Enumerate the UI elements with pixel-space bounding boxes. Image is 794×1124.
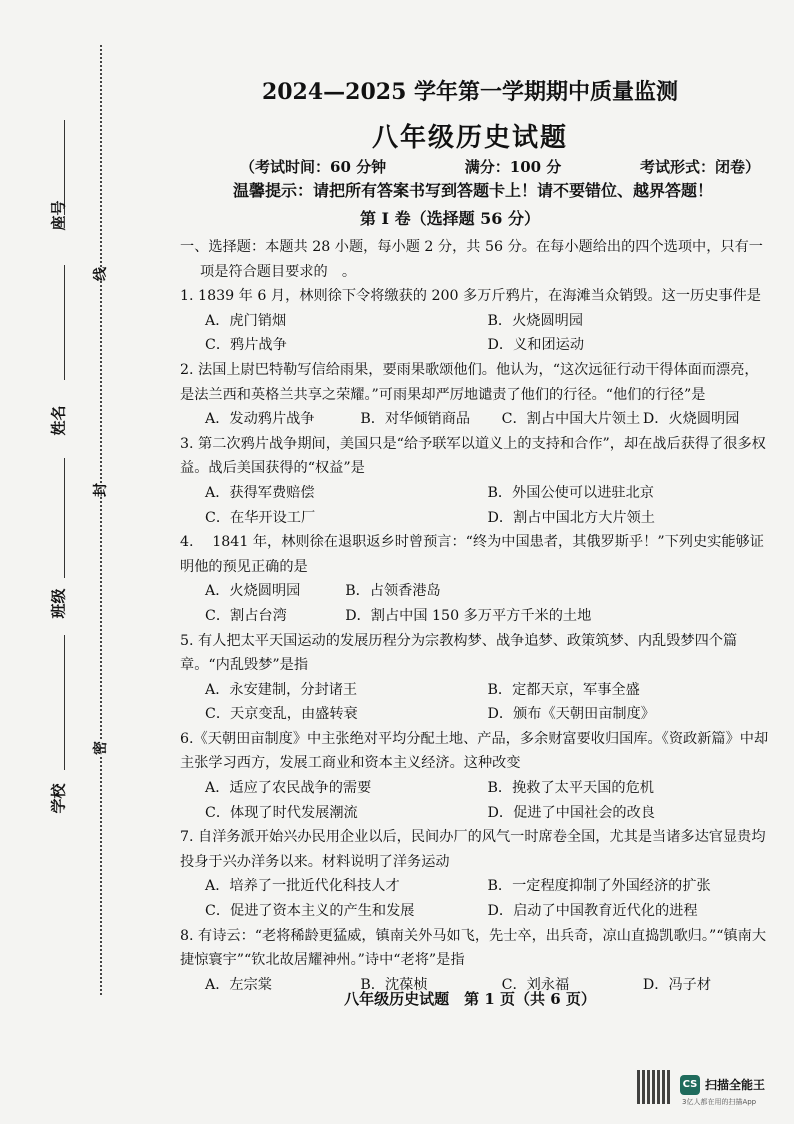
- question-7-options: [180, 874, 770, 923]
- school-label: 学校: [49, 783, 68, 814]
- option-d: D．割占中国 150 多万平方千米的土地: [345, 607, 592, 624]
- option-b: B．火烧圆明园: [487, 312, 584, 329]
- option-b: B．一定程度抑制了外国经济的扩张: [487, 878, 711, 895]
- binding-dotted-line: [100, 45, 102, 995]
- option-d: D．冯子材: [642, 976, 712, 993]
- question-8-stem: 8. 有诗云：“老将稀龄更猛威，镇南关外马如飞，先士卒，出兵奇，凉山直捣凯歌归。”“镇南大捷惊寰宇”“钦北故居耀神州。”诗中“老将”是指: [180, 927, 767, 969]
- option-d: D．割占中国北方大片领土: [487, 509, 655, 526]
- question-5-stem: 5. 有人把太平天国运动的发展历程分为宗教构梦、战争追梦、政策筑梦、内乱毁梦四个篇章。“内乱毁梦”是指: [180, 632, 738, 674]
- option-c: C．体现了时代发展潮流: [205, 804, 358, 821]
- school-underline: [64, 635, 65, 770]
- option-c: C．割占中国大片领土: [501, 411, 641, 428]
- exam-info: [240, 156, 760, 177]
- option-b: B．沈葆桢: [360, 976, 428, 993]
- option-a: A．发动鸦片战争: [205, 411, 315, 428]
- exam-header-title: 2024—2025 学年第一学期期中质量监测: [261, 79, 679, 105]
- exam-form: 考试形式：闭卷）: [639, 158, 760, 176]
- option-a: A．适应了农民战争的需要: [205, 780, 372, 797]
- option-d: D．颁布《天朝田亩制度》: [487, 706, 655, 723]
- class-underline: [64, 458, 65, 578]
- question-7-stem: 7. 自洋务派开始兴办民用企业以后，民间办厂的风气一时席卷全国，尤其是当诸多达官显贵均投身于兴办洋务以来。材料说明了洋务运动: [180, 829, 766, 870]
- qr-code-icon: [637, 1070, 671, 1104]
- option-c: C．鸦片战争: [205, 337, 287, 354]
- seat-label: 座号: [49, 200, 68, 231]
- option-a: A．虎门销烟: [205, 312, 287, 329]
- scanner-app-tagline: 3亿人都在用的扫描App: [682, 1098, 757, 1106]
- option-c: C．在华开设工厂: [205, 509, 316, 526]
- option-c: C．刘永福: [501, 976, 570, 993]
- camscanner-logo-icon: CS: [680, 1075, 700, 1095]
- option-c: C．割占台湾: [205, 607, 287, 624]
- option-b: B．对华倾销商品: [360, 411, 471, 428]
- margin-char-line: 线: [90, 267, 110, 281]
- subject-title: 八年级历史试题: [371, 123, 568, 153]
- option-a: A．火烧圆明园: [205, 583, 301, 600]
- warm-tip: 温馨提示：请把所有答案书写到答题卡上！请不要错位、越界答题！: [232, 181, 713, 200]
- margin-char-secret: 密: [90, 741, 110, 755]
- option-d: D．促进了中国社会的改良: [487, 804, 655, 821]
- section-title: 第 I 卷（选择题 56 分）: [359, 209, 541, 228]
- instruction-text: 一、选择题：本题共 28 小题，每小题 2 分，共 56 分。在每小题给出的四个选项中，只有一项是符合题目要求的 。: [180, 239, 763, 280]
- question-list: [180, 235, 770, 997]
- question-1-options: [180, 309, 770, 358]
- option-a: A．左宗棠: [205, 976, 272, 993]
- option-d: D．火烧圆明园: [642, 411, 740, 428]
- question-1-stem: 1. 1839 年 6 月，林则徐下令将缴获的 200 多万斤鸦片，在海滩当众销毁。这一历史事件是: [180, 288, 761, 305]
- question-3-stem: 3. 第二次鸦片战争期间，美国只是“给予联军以道义上的支持和合作”，却在战后获得了很多权益。战后美国获得的“权益”是: [180, 435, 766, 477]
- margin-char-seal: 封: [90, 483, 110, 497]
- option-b: B．挽救了太平天国的危机: [487, 780, 654, 797]
- question-5-options: [180, 678, 770, 727]
- question-2-options: [180, 407, 770, 432]
- scanner-app-name: 扫描全能王: [705, 1078, 766, 1092]
- option-d: D．义和团运动: [487, 337, 585, 354]
- question-6-stem: 6.《天朝田亩制度》中主张绝对平均分配土地、产品，多余财富要收归国库。《资政新篇》中却主张学习西方，发展工商业和资本主义经济。这种改变: [180, 730, 769, 772]
- option-b: B．占领香港岛: [345, 583, 441, 600]
- question-3-options: [180, 481, 770, 530]
- option-b: B．定都天京，军事全盛: [487, 681, 640, 698]
- question-6-options: [180, 776, 770, 825]
- option-b: B．外国公使可以进驻北京: [487, 484, 654, 501]
- exam-full-score: 满分：100 分: [464, 158, 562, 176]
- option-c: C．天京变乱，由盛转衰: [205, 706, 358, 723]
- name-underline: [64, 265, 65, 380]
- question-4-stem: 4. 1841 年，林则徐在退职返乡时曾预言：“终为中国患者，其俄罗斯乎！”下列史实能够证明他的预见正确的是: [180, 534, 764, 575]
- class-label: 班级: [49, 588, 68, 619]
- question-4-options: [180, 579, 770, 628]
- name-label: 姓名: [49, 405, 68, 436]
- page-footer: 八年级历史试题 第 1 页（共 6 页）: [344, 990, 596, 1008]
- option-a: A．培养了一批近代化科技人才: [205, 878, 400, 895]
- exam-time: （考试时间：60 分钟: [240, 158, 387, 176]
- option-d: D．启动了中国教育近代化的进程: [487, 903, 698, 920]
- option-a: A．获得军费赔偿: [205, 484, 315, 501]
- option-a: A．永安建制，分封诸王: [205, 681, 358, 698]
- question-2-stem: 2. 法国上尉巴特勒写信给雨果，要雨果歌颂他们。他认为，“这次远征行动干得体面而漂亮，是法兰西和英格兰共享之荣耀。”可雨果却严厉地谴责了他们的行径。“他们的行径”是: [180, 361, 759, 403]
- option-c: C．促进了资本主义的产生和发展: [205, 903, 415, 920]
